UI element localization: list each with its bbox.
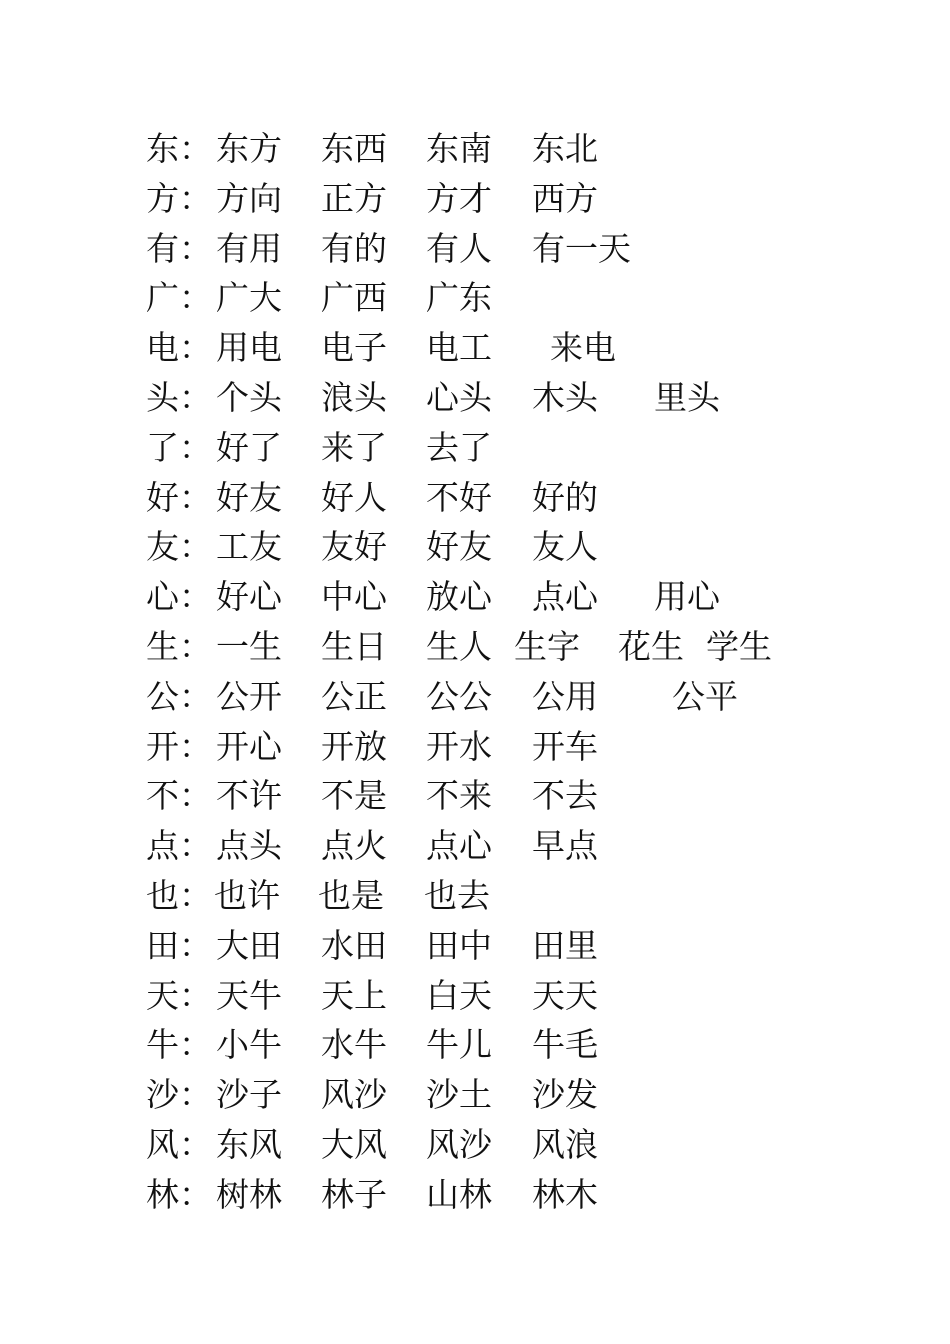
- vocab-word: 开心: [216, 726, 282, 766]
- vocab-word: 一生: [216, 626, 282, 666]
- vocab-word: 公正: [321, 676, 387, 716]
- row-char-label: 天: [146, 975, 179, 1015]
- vocab-word: 大田: [216, 925, 282, 965]
- vocab-word: 木头: [532, 377, 598, 417]
- vocab-word: 生字: [514, 626, 580, 666]
- vocab-word: 不来: [426, 776, 492, 816]
- vocab-word: 来了: [321, 427, 387, 467]
- row-char-label: 了: [146, 427, 179, 467]
- vocab-word: 有一天: [532, 228, 631, 268]
- vocab-word: 西方: [532, 178, 598, 218]
- vocab-word: 不去: [532, 776, 598, 816]
- vocab-word: 也是: [318, 875, 384, 915]
- vocab-word: 牛毛: [532, 1025, 598, 1065]
- row-char-label: 方: [146, 178, 179, 218]
- vocab-word: 用心: [654, 577, 720, 617]
- vocab-word: 电子: [321, 328, 387, 368]
- vocab-word: 开放: [321, 726, 387, 766]
- row-colon: ：: [179, 1124, 212, 1164]
- vocab-word: 点心: [426, 826, 492, 866]
- vocab-row: [0, 821, 950, 871]
- vocab-word: 好人: [321, 477, 387, 517]
- vocab-word: 田里: [532, 925, 598, 965]
- vocab-row: [0, 1170, 950, 1220]
- vocab-word: 正方: [321, 178, 387, 218]
- row-colon: ：: [179, 527, 212, 567]
- row-char-label: 风: [146, 1124, 179, 1164]
- vocab-word: 广西: [321, 278, 387, 318]
- vocab-word: 东北: [532, 129, 598, 168]
- row-char-label: 广: [146, 278, 179, 318]
- vocab-word: 好友: [216, 477, 282, 517]
- vocab-row: [0, 473, 950, 523]
- vocab-row: [0, 622, 950, 672]
- vocab-row: [0, 273, 950, 323]
- row-colon: ：: [179, 328, 212, 368]
- row-char-label: 好: [146, 477, 179, 517]
- vocab-word: 方向: [216, 178, 282, 218]
- vocab-word: 好心: [216, 577, 282, 617]
- vocab-word: 广东: [426, 278, 492, 318]
- vocab-word: 林子: [321, 1174, 387, 1214]
- vocab-word: 水田: [321, 925, 387, 965]
- vocab-word: 心头: [426, 377, 492, 417]
- vocab-word: 浪头: [321, 377, 387, 417]
- vocab-word: 东西: [321, 129, 387, 168]
- vocab-word: 开车: [532, 726, 598, 766]
- vocab-row: [0, 672, 950, 722]
- vocab-row: [0, 224, 950, 274]
- vocab-word: 放心: [426, 577, 492, 617]
- row-char-label: 开: [146, 726, 179, 766]
- vocab-word: 工友: [216, 527, 282, 567]
- vocab-word: 东风: [216, 1124, 282, 1164]
- vocab-word: 有人: [426, 228, 492, 268]
- row-char-label: 点: [146, 826, 179, 866]
- row-colon: ：: [179, 377, 212, 417]
- vocab-word: 点头: [216, 826, 282, 866]
- vocab-word: 公用: [532, 676, 598, 716]
- row-colon: ：: [179, 925, 212, 965]
- vocab-word: 东方: [216, 129, 282, 168]
- vocab-row: [0, 423, 950, 473]
- vocab-word: 沙子: [216, 1075, 282, 1115]
- row-colon: ：: [179, 676, 212, 716]
- row-char-label: 不: [146, 776, 179, 816]
- vocab-row: [0, 921, 950, 971]
- vocab-word: 有用: [216, 228, 282, 268]
- row-colon: ：: [179, 726, 212, 766]
- vocab-word: 方才: [426, 178, 492, 218]
- vocab-word: 友好: [321, 527, 387, 567]
- vocab-word: 不是: [321, 776, 387, 816]
- vocab-word: 学生: [706, 626, 772, 666]
- vocab-row: [0, 174, 950, 224]
- vocab-word: 好的: [532, 477, 598, 517]
- vocab-word: 树林: [216, 1174, 282, 1214]
- vocab-word: 白天: [426, 975, 492, 1015]
- vocab-word: 水牛: [321, 1025, 387, 1065]
- vocab-word: 友人: [532, 527, 598, 567]
- row-colon: ：: [179, 975, 212, 1015]
- row-char-label: 也: [146, 875, 179, 915]
- vocab-word: 生人: [426, 626, 492, 666]
- vocab-word: 大风: [321, 1124, 387, 1164]
- row-char-label: 牛: [146, 1025, 179, 1065]
- vocab-row: [0, 522, 950, 572]
- row-char-label: 田: [146, 925, 179, 965]
- vocab-row: [0, 1120, 950, 1170]
- vocab-list: [0, 124, 950, 1220]
- row-colon: ：: [179, 178, 212, 218]
- row-char-label: 东: [146, 129, 179, 168]
- vocab-word: 田中: [426, 925, 492, 965]
- vocab-word: 有的: [321, 228, 387, 268]
- row-colon: ：: [179, 1075, 212, 1115]
- row-colon: ：: [179, 577, 212, 617]
- row-colon: ：: [179, 826, 212, 866]
- vocab-word: 天天: [532, 975, 598, 1015]
- vocab-word: 公公: [426, 676, 492, 716]
- row-char-label: 头: [146, 377, 179, 417]
- vocab-word: 风沙: [321, 1075, 387, 1115]
- vocab-word: 来电: [550, 328, 616, 368]
- vocab-word: 好了: [216, 427, 282, 467]
- vocab-word: 早点: [532, 826, 598, 866]
- vocab-row: [0, 971, 950, 1021]
- row-char-label: 公: [146, 676, 179, 716]
- vocab-row: [0, 722, 950, 772]
- row-colon: ：: [179, 477, 212, 517]
- vocab-word: 用电: [216, 328, 282, 368]
- vocab-word: 不许: [216, 776, 282, 816]
- vocab-word: 沙土: [426, 1075, 492, 1115]
- vocab-row: [0, 771, 950, 821]
- vocab-word: 不好: [426, 477, 492, 517]
- vocab-row: [0, 323, 950, 373]
- vocab-word: 天牛: [216, 975, 282, 1015]
- vocab-word: 山林: [426, 1174, 492, 1214]
- row-colon: ：: [179, 875, 212, 915]
- row-colon: ：: [179, 1025, 212, 1065]
- vocab-word: 公平: [672, 676, 738, 716]
- vocab-word: 天上: [321, 975, 387, 1015]
- row-colon: ：: [179, 129, 212, 168]
- row-char-label: 友: [146, 527, 179, 567]
- vocab-word: 广大: [216, 278, 282, 318]
- vocab-row: [0, 871, 950, 921]
- vocab-row: [0, 124, 950, 174]
- vocab-word: 生日: [321, 626, 387, 666]
- vocab-row: [0, 572, 950, 622]
- vocab-word: 牛儿: [426, 1025, 492, 1065]
- row-char-label: 林: [146, 1174, 179, 1214]
- vocab-word: 点火: [321, 826, 387, 866]
- vocab-word: 好友: [426, 527, 492, 567]
- vocab-word: 花生: [618, 626, 684, 666]
- vocab-word: 公开: [216, 676, 282, 716]
- vocab-row: [0, 1020, 950, 1070]
- vocab-word: 开水: [426, 726, 492, 766]
- vocab-word: 中心: [321, 577, 387, 617]
- vocab-word: 也许: [214, 875, 280, 915]
- row-colon: ：: [179, 776, 212, 816]
- row-char-label: 电: [146, 328, 179, 368]
- row-colon: ：: [179, 228, 212, 268]
- vocab-word: 林木: [532, 1174, 598, 1214]
- vocab-row: [0, 1070, 950, 1120]
- row-char-label: 生: [146, 626, 179, 666]
- vocab-word: 风沙: [426, 1124, 492, 1164]
- vocab-word: 点心: [532, 577, 598, 617]
- row-char-label: 有: [146, 228, 179, 268]
- row-char-label: 沙: [146, 1075, 179, 1115]
- row-colon: ：: [179, 626, 212, 666]
- vocab-word: 小牛: [216, 1025, 282, 1065]
- vocab-word: 个头: [216, 377, 282, 417]
- row-colon: ：: [179, 1174, 212, 1214]
- vocab-word: 去了: [426, 427, 492, 467]
- vocab-word: 也去: [424, 875, 490, 915]
- vocab-row: [0, 373, 950, 423]
- vocab-word: 里头: [654, 377, 720, 417]
- vocab-word: 东南: [426, 129, 492, 168]
- vocab-word: 沙发: [532, 1075, 598, 1115]
- row-char-label: 心: [146, 577, 179, 617]
- row-colon: ：: [179, 278, 212, 318]
- row-colon: ：: [179, 427, 212, 467]
- vocab-word: 电工: [426, 328, 492, 368]
- vocab-word: 风浪: [532, 1124, 598, 1164]
